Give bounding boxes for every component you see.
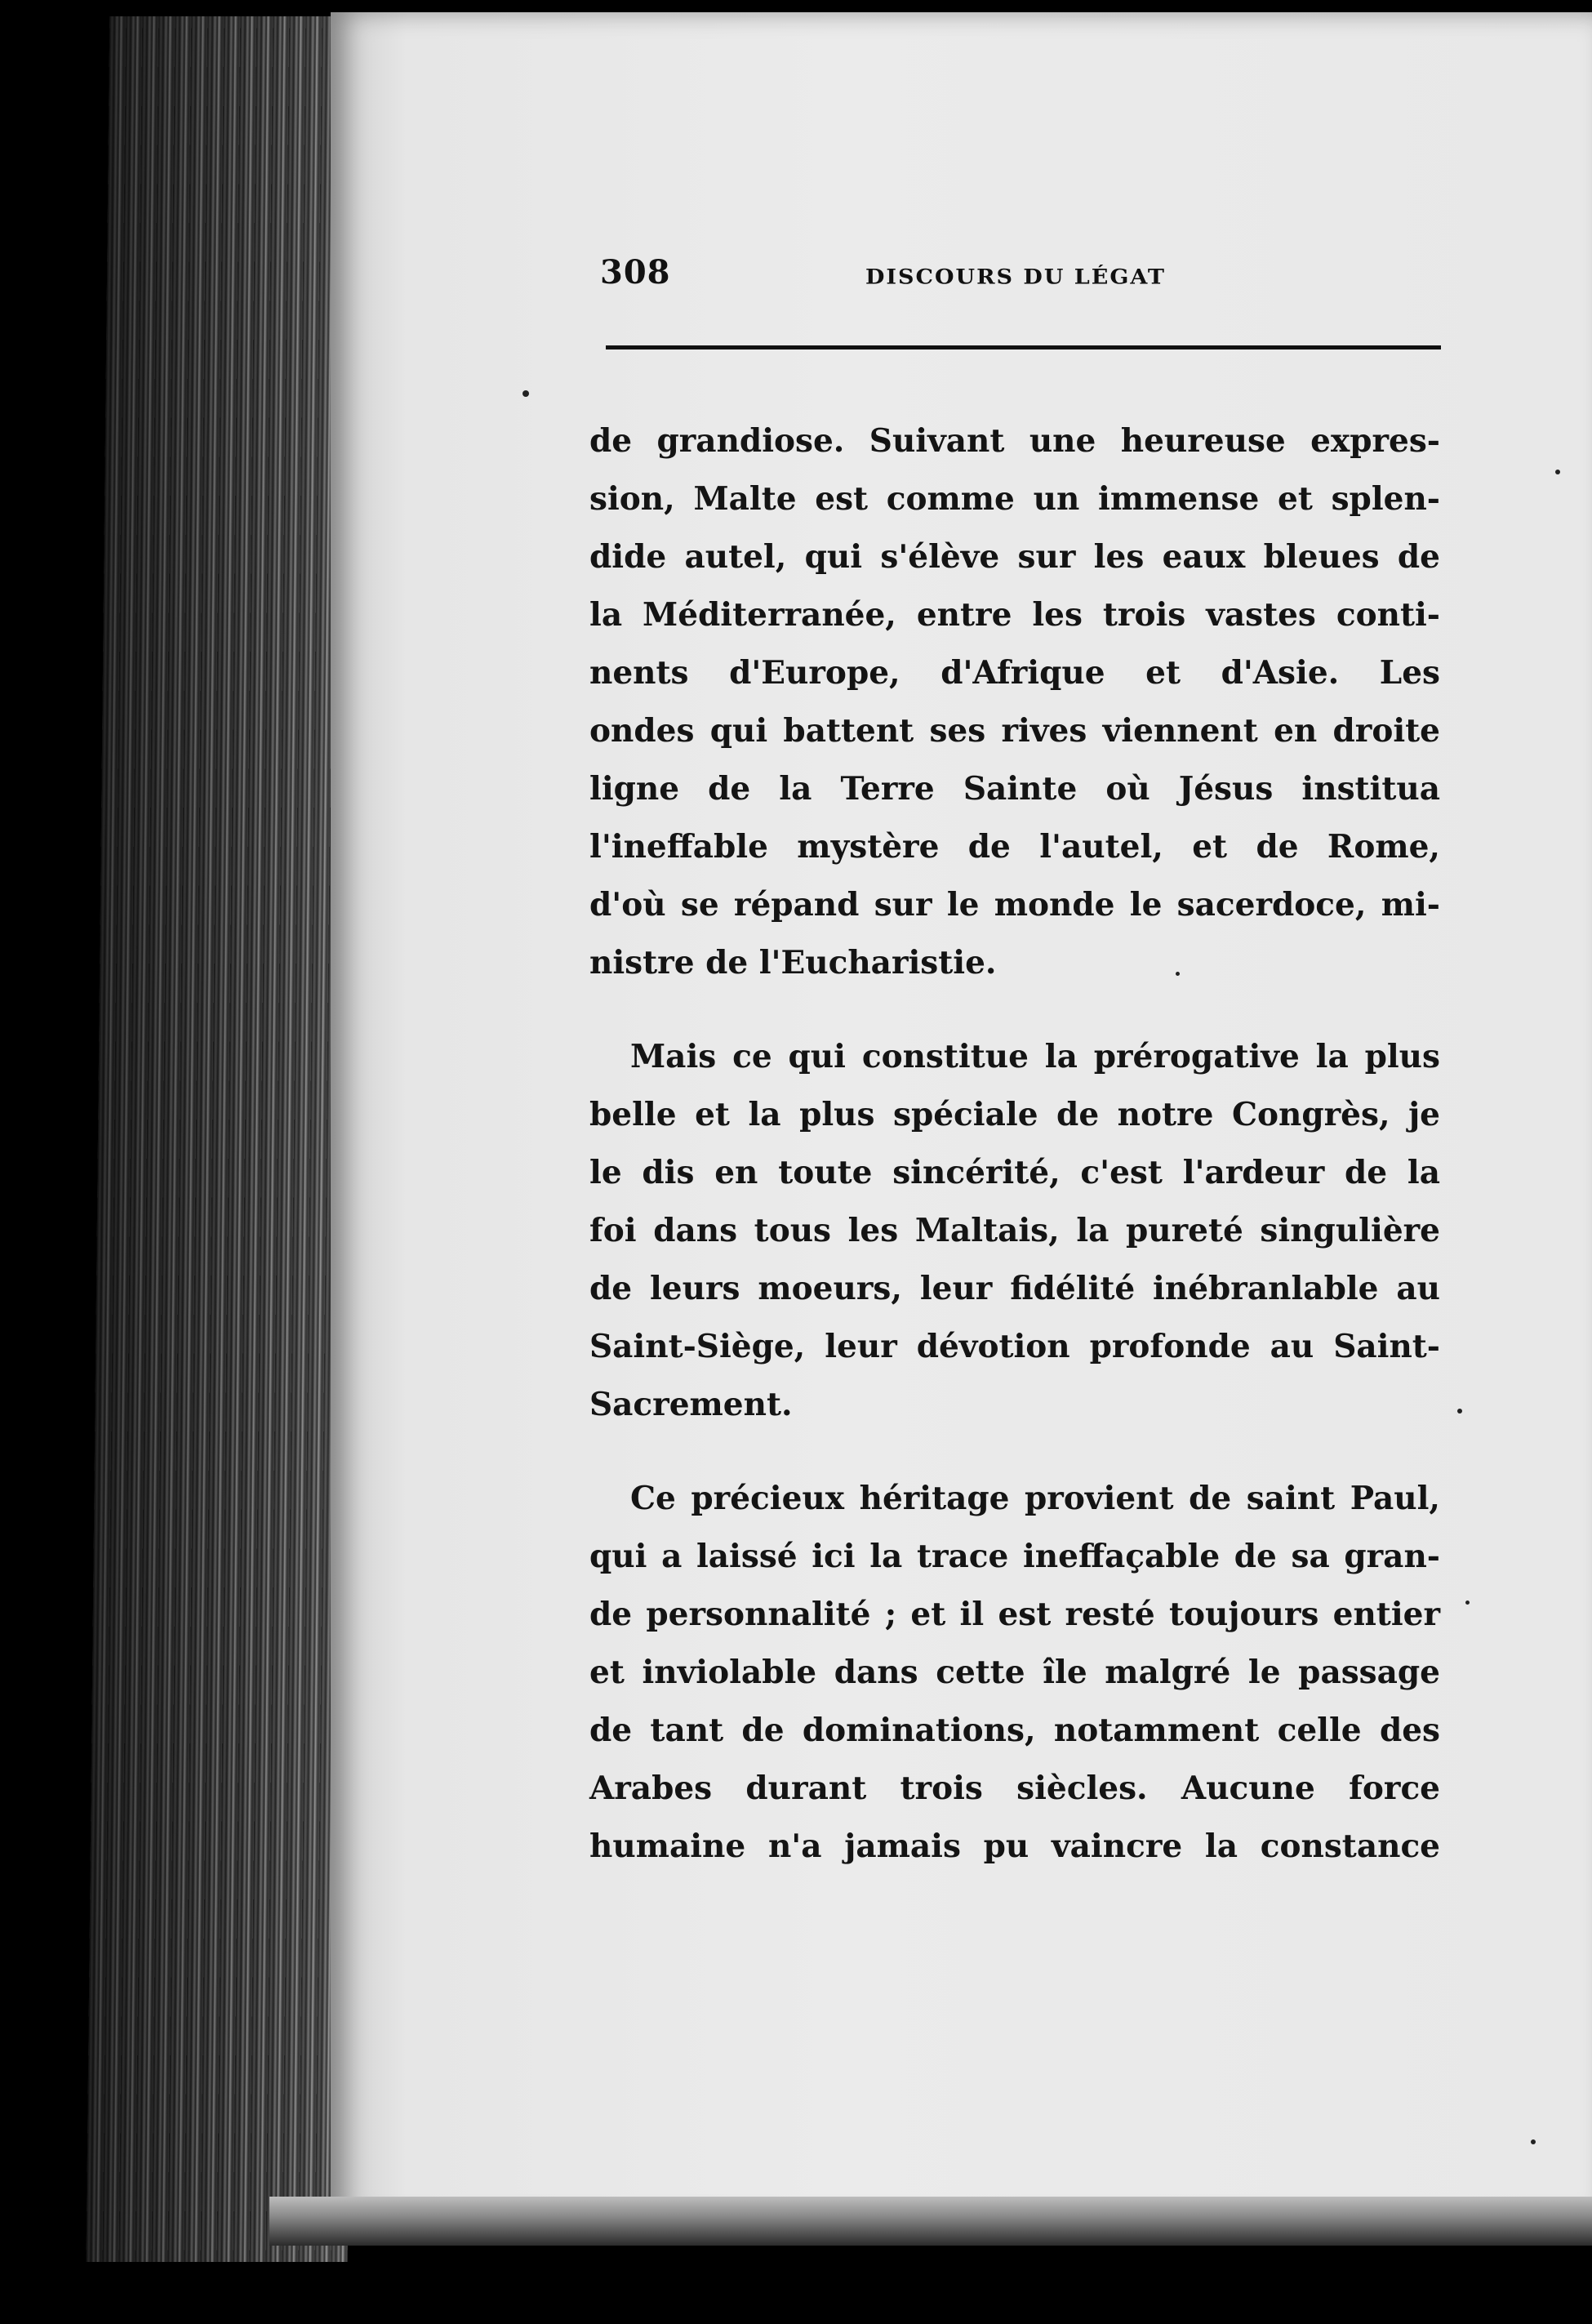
text-line: nents d'Europe, d'Afrique et d'Asie. Les: [589, 654, 1440, 692]
text-line: Mais ce qui constitue la prérogative la plus: [630, 1038, 1440, 1075]
text-line: la Méditerranée, entre les trois vastes conti-: [589, 596, 1440, 634]
text-line: l'ineffable mystère de l'autel, et de Rome,: [589, 828, 1440, 866]
text-line: ondes qui battent ses rives viennent en droite: [589, 712, 1440, 750]
text-line: qui a laissé ici la trace ineffaçable de sa gran-: [589, 1538, 1440, 1575]
scan-speck: [1465, 1601, 1470, 1605]
text-line: dide autel, qui s'élève sur les eaux bleues de: [589, 538, 1440, 576]
text-line: d'où se répand sur le monde le sacerdoce, mi-: [589, 886, 1440, 924]
scan-speck: [1457, 1409, 1462, 1414]
text-line: ligne de la Terre Sainte où Jésus institua: [589, 770, 1440, 808]
page-bottom-edge: [269, 2197, 1592, 2246]
book-page-edges: [87, 16, 371, 2262]
text-line: foi dans tous les Maltais, la pureté singulière: [589, 1212, 1440, 1249]
paragraph-2: [589, 1028, 1440, 1434]
paragraph-1: [589, 412, 1440, 992]
text-line: et inviolable dans cette île malgré le passage: [589, 1654, 1440, 1691]
text-line: Sacrement.: [589, 1386, 793, 1423]
page-header: [600, 253, 1441, 294]
text-line: de leurs moeurs, leur fidélité inébranlable au: [589, 1270, 1440, 1307]
body-text: [589, 412, 1440, 1912]
scan-speck: [1176, 972, 1180, 976]
text-line: sion, Malte est comme un immense et splen-: [589, 480, 1440, 518]
scan-speck: [523, 390, 529, 397]
text-line: Ce précieux héritage provient de saint Paul,: [630, 1480, 1440, 1517]
paragraph-3: [589, 1470, 1440, 1876]
text-line: nistre de l'Eucharistie.: [589, 944, 997, 982]
scan-speck: [1531, 2139, 1536, 2144]
header-rule: [606, 345, 1441, 349]
text-line: Saint-Siège, leur dévotion profonde au Saint-: [589, 1328, 1440, 1365]
running-head: DISCOURS DU LÉGAT: [865, 265, 1166, 289]
text-line: de tant de dominations, notamment celle des: [589, 1712, 1440, 1749]
text-line: humaine n'a jamais pu vaincre la constance: [589, 1828, 1440, 1865]
text-line: belle et la plus spéciale de notre Congrès, je: [589, 1096, 1440, 1133]
scan-speck: [1555, 470, 1560, 474]
text-line: de grandiose. Suivant une heureuse expres-: [589, 422, 1440, 460]
page-number: 308: [600, 253, 671, 292]
text-line: le dis en toute sincérité, c'est l'ardeur de la: [589, 1154, 1440, 1191]
text-line: de personnalité ; et il est resté toujours entier: [589, 1596, 1440, 1633]
text-line: Arabes durant trois siècles. Aucune force: [589, 1770, 1440, 1807]
